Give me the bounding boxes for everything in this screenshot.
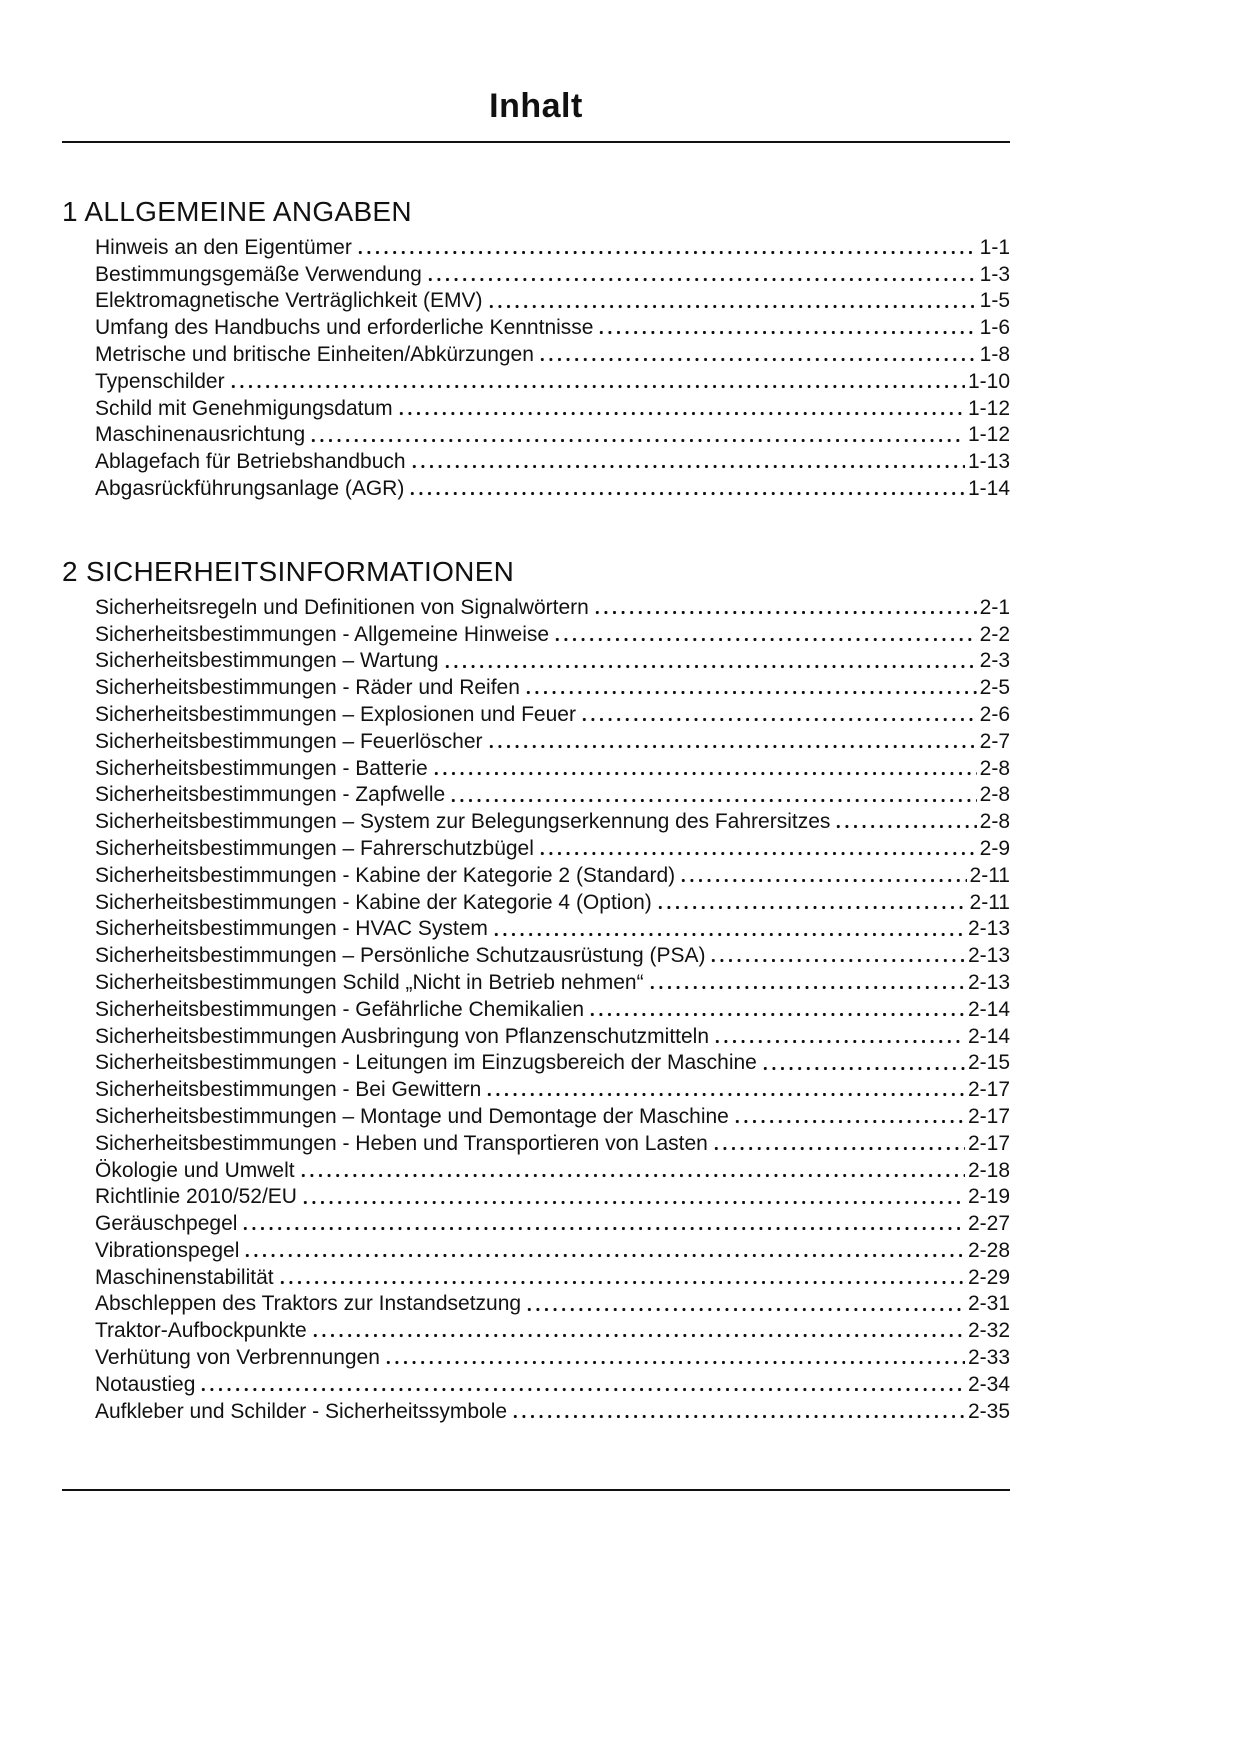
entry-label: Sicherheitsbestimmungen Schild „Nicht in Betrieb nehmen“: [95, 970, 644, 994]
entry-page-number: 2-17: [967, 1131, 1010, 1155]
entry-label: Sicherheitsbestimmungen – Persönliche Schutzausrüstung (PSA): [95, 944, 706, 968]
toc-entry: [95, 288, 1010, 315]
toc-entry: [95, 449, 1010, 476]
toc-section: [62, 195, 1010, 503]
entry-label: Sicherheitsbestimmungen - Batterie: [95, 756, 428, 780]
toc-entry: [95, 476, 1010, 503]
entry-page-number: 1-10: [967, 369, 1010, 393]
entry-page-number: 2-14: [967, 1024, 1010, 1048]
entry-label: Sicherheitsbestimmungen – Explosionen und Feuer: [95, 702, 576, 726]
dot-leader: [492, 916, 965, 943]
toc-entry: [95, 1050, 1010, 1077]
dot-leader: [301, 1184, 965, 1211]
toc-entry: [95, 1238, 1010, 1265]
entry-label: Verhütung von Verbrennungen: [95, 1346, 380, 1370]
toc-entry: [95, 863, 1010, 890]
toc-entry: [95, 756, 1010, 783]
toc-entry: [95, 836, 1010, 863]
entry-page-number: 1-6: [979, 316, 1010, 340]
toc-entry: [95, 1184, 1010, 1211]
entry-label: Sicherheitsbestimmungen – Feuerlöscher: [95, 729, 483, 753]
dot-leader: [593, 595, 977, 622]
dot-leader: [709, 943, 964, 970]
dot-leader: [588, 997, 965, 1024]
toc-entry: [95, 997, 1010, 1024]
dot-leader: [408, 476, 965, 503]
entry-page-number: 2-15: [967, 1051, 1010, 1075]
entry-label: Sicherheitsbestimmungen - Kabine der Kategorie 4 (Option): [95, 890, 652, 914]
entry-page-number: 1-12: [967, 423, 1010, 447]
entry-label: Ökologie und Umwelt: [95, 1158, 295, 1182]
entry-page-number: 2-1: [979, 595, 1010, 619]
toc-entry: [95, 1265, 1010, 1292]
entry-label: Sicherheitsbestimmungen – Montage und Demontage der Maschine: [95, 1104, 729, 1128]
entry-label: Abgasrückführungsanlage (AGR): [95, 476, 405, 500]
entry-page-number: 2-13: [967, 944, 1010, 968]
entry-page-number: 2-31: [967, 1292, 1010, 1316]
entry-page-number: 2-35: [967, 1399, 1010, 1423]
toc-entry: [95, 1077, 1010, 1104]
dot-leader: [449, 782, 976, 809]
dot-leader: [834, 809, 976, 836]
entry-label: Sicherheitsbestimmungen Ausbringung von Pflanzenschutzmitteln: [95, 1024, 710, 1048]
entry-label: Sicherheitsbestimmungen – Fahrerschutzbügel: [95, 836, 534, 860]
page-title: Inhalt: [489, 87, 583, 125]
dot-leader: [397, 396, 965, 423]
entry-label: Sicherheitsbestimmungen - Zapfwelle: [95, 783, 446, 807]
entry-label: Sicherheitsbestimmungen - Allgemeine Hinweise: [95, 622, 550, 646]
dot-leader: [713, 1024, 965, 1051]
entry-page-number: 2-9: [979, 836, 1010, 860]
entry-label: Vibrationspegel: [95, 1238, 240, 1262]
toc-entry: [95, 970, 1010, 997]
entry-label: Bestimmungsgemäße Verwendung: [95, 262, 422, 286]
toc-entry: [95, 782, 1010, 809]
entry-label: Sicherheitsbestimmungen – Wartung: [95, 649, 439, 673]
toc-entry: [95, 262, 1010, 289]
dot-leader: [679, 863, 966, 890]
toc-entry: [95, 675, 1010, 702]
toc-entry: [95, 809, 1010, 836]
dot-leader: [487, 288, 977, 315]
entry-label: Abschleppen des Traktors zur Instandsetzung: [95, 1292, 522, 1316]
dot-leader: [356, 235, 977, 262]
dot-leader: [243, 1238, 965, 1265]
dot-leader: [648, 970, 965, 997]
dot-leader: [384, 1345, 965, 1372]
entry-page-number: 2-8: [979, 783, 1010, 807]
toc-entry: [95, 1158, 1010, 1185]
entry-label: Notaustieg: [95, 1372, 196, 1396]
entry-page-number: 2-29: [967, 1265, 1010, 1289]
toc-entry: [95, 1372, 1010, 1399]
entry-page-number: 2-8: [979, 756, 1010, 780]
entry-page-number: 2-5: [979, 676, 1010, 700]
entry-label: Sicherheitsbestimmungen – System zur Belegungserkennung des Fahrersitzes: [95, 810, 831, 834]
toc-entry: [95, 1291, 1010, 1318]
entry-page-number: 1-12: [967, 396, 1010, 420]
entry-label: Sicherheitsregeln und Definitionen von Signalwörtern: [95, 595, 589, 619]
toc-entry: [95, 595, 1010, 622]
entry-label: Elektromagnetische Verträglichkeit (EMV): [95, 289, 483, 313]
toc-entry: [95, 1104, 1010, 1131]
entry-label: Maschinenausrichtung: [95, 423, 306, 447]
entry-page-number: 2-14: [967, 997, 1010, 1021]
entry-page-number: 1-14: [967, 476, 1010, 500]
dot-leader: [426, 262, 977, 289]
toc-entry: [95, 622, 1010, 649]
dot-leader: [580, 702, 977, 729]
toc-entry: [95, 422, 1010, 449]
entry-page-number: 2-13: [967, 970, 1010, 994]
dot-leader: [511, 1399, 965, 1426]
section-entries: [95, 595, 1010, 1426]
toc-entry: [95, 369, 1010, 396]
entry-page-number: 2-11: [969, 890, 1010, 914]
entry-page-number: 2-18: [967, 1158, 1010, 1182]
entry-label: Hinweis an den Eigentümer: [95, 235, 352, 259]
entry-page-number: 1-3: [979, 262, 1010, 286]
entry-label: Traktor-Aufbockpunkte: [95, 1319, 307, 1343]
entry-page-number: 2-19: [967, 1185, 1010, 1209]
entry-page-number: 2-13: [967, 917, 1010, 941]
toc-entry: [95, 1345, 1010, 1372]
toc-entry: [95, 1399, 1010, 1426]
entry-page-number: 2-34: [967, 1372, 1010, 1396]
entry-page-number: 2-28: [967, 1238, 1010, 1262]
toc-entry: [95, 235, 1010, 262]
toc-page: [62, 0, 1010, 1491]
dot-leader: [485, 1077, 965, 1104]
entry-page-number: 1-13: [967, 450, 1010, 474]
toc-entry: [95, 342, 1010, 369]
dot-leader: [299, 1158, 965, 1185]
dot-leader: [311, 1318, 965, 1345]
entry-label: Sicherheitsbestimmungen - Räder und Reifen: [95, 676, 520, 700]
dot-leader: [538, 836, 977, 863]
entry-page-number: 2-3: [979, 649, 1010, 673]
entry-page-number: 2-6: [979, 702, 1010, 726]
toc-entry: [95, 916, 1010, 943]
entry-label: Typenschilder: [95, 369, 225, 393]
dot-leader: [761, 1050, 965, 1077]
entry-label: Sicherheitsbestimmungen - Leitungen im Einzugsbereich der Maschine: [95, 1051, 757, 1075]
toc-section: [62, 555, 1010, 1426]
dot-leader: [278, 1265, 965, 1292]
entry-page-number: 2-32: [967, 1319, 1010, 1343]
dot-leader: [525, 1291, 965, 1318]
entry-page-number: 2-27: [967, 1212, 1010, 1236]
toc-entry: [95, 315, 1010, 342]
entry-label: Sicherheitsbestimmungen - Kabine der Kategorie 2 (Standard): [95, 863, 676, 887]
entry-label: Sicherheitsbestimmungen - HVAC System: [95, 917, 488, 941]
entry-label: Metrische und britische Einheiten/Abkürzungen: [95, 342, 534, 366]
entry-page-number: 1-1: [979, 235, 1010, 259]
entry-label: Maschinenstabilität: [95, 1265, 274, 1289]
entry-page-number: 1-8: [979, 342, 1010, 366]
toc-entry: [95, 1211, 1010, 1238]
toc-entry: [95, 729, 1010, 756]
entry-label: Richtlinie 2010/52/EU: [95, 1185, 297, 1209]
entry-label: Schild mit Genehmigungsdatum: [95, 396, 393, 420]
dot-leader: [229, 369, 965, 396]
entry-label: Sicherheitsbestimmungen - Bei Gewittern: [95, 1078, 482, 1102]
toc-entry: [95, 943, 1010, 970]
toc-entry: [95, 702, 1010, 729]
toc-entry: [95, 1131, 1010, 1158]
dot-leader: [733, 1104, 965, 1131]
dot-leader: [656, 890, 967, 917]
entry-page-number: 2-17: [967, 1078, 1010, 1102]
footer-divider: [62, 1489, 1010, 1491]
dot-leader: [524, 675, 977, 702]
entry-label: Ablagefach für Betriebshandbuch: [95, 450, 406, 474]
entry-page-number: 2-17: [967, 1104, 1010, 1128]
toc-sections: [62, 195, 1010, 1426]
entry-page-number: 2-8: [979, 810, 1010, 834]
dot-leader: [443, 648, 977, 675]
toc-entry: [95, 648, 1010, 675]
toc-entry: [95, 396, 1010, 423]
section-heading: 1 ALLGEMEINE ANGABEN: [62, 195, 412, 227]
dot-leader: [712, 1131, 965, 1158]
entry-page-number: 2-33: [967, 1346, 1010, 1370]
entry-page-number: 2-7: [979, 729, 1010, 753]
section-entries: [95, 235, 1010, 503]
dot-leader: [553, 622, 977, 649]
toc-entry: [95, 1024, 1010, 1051]
entry-label: Geräuschpegel: [95, 1212, 238, 1236]
entry-label: Sicherheitsbestimmungen - Heben und Transportieren von Lasten: [95, 1131, 708, 1155]
entry-label: Sicherheitsbestimmungen - Gefährliche Chemikalien: [95, 997, 585, 1021]
dot-leader: [432, 756, 977, 783]
title-divider: [62, 141, 1010, 143]
dot-leader: [410, 449, 965, 476]
dot-leader: [597, 315, 976, 342]
toc-entry: [95, 1318, 1010, 1345]
dot-leader: [241, 1211, 965, 1238]
entry-page-number: 2-2: [979, 622, 1010, 646]
dot-leader: [199, 1372, 965, 1399]
toc-entry: [95, 890, 1010, 917]
entry-page-number: 1-5: [979, 289, 1010, 313]
dot-leader: [487, 729, 977, 756]
dot-leader: [538, 342, 977, 369]
entry-page-number: 2-11: [969, 863, 1010, 887]
entry-label: Aufkleber und Schilder - Sicherheitssymbole: [95, 1399, 508, 1423]
section-heading: 2 SICHERHEITSINFORMATIONEN: [62, 555, 515, 587]
entry-label: Umfang des Handbuchs und erforderliche Kenntnisse: [95, 316, 594, 340]
dot-leader: [309, 422, 965, 449]
